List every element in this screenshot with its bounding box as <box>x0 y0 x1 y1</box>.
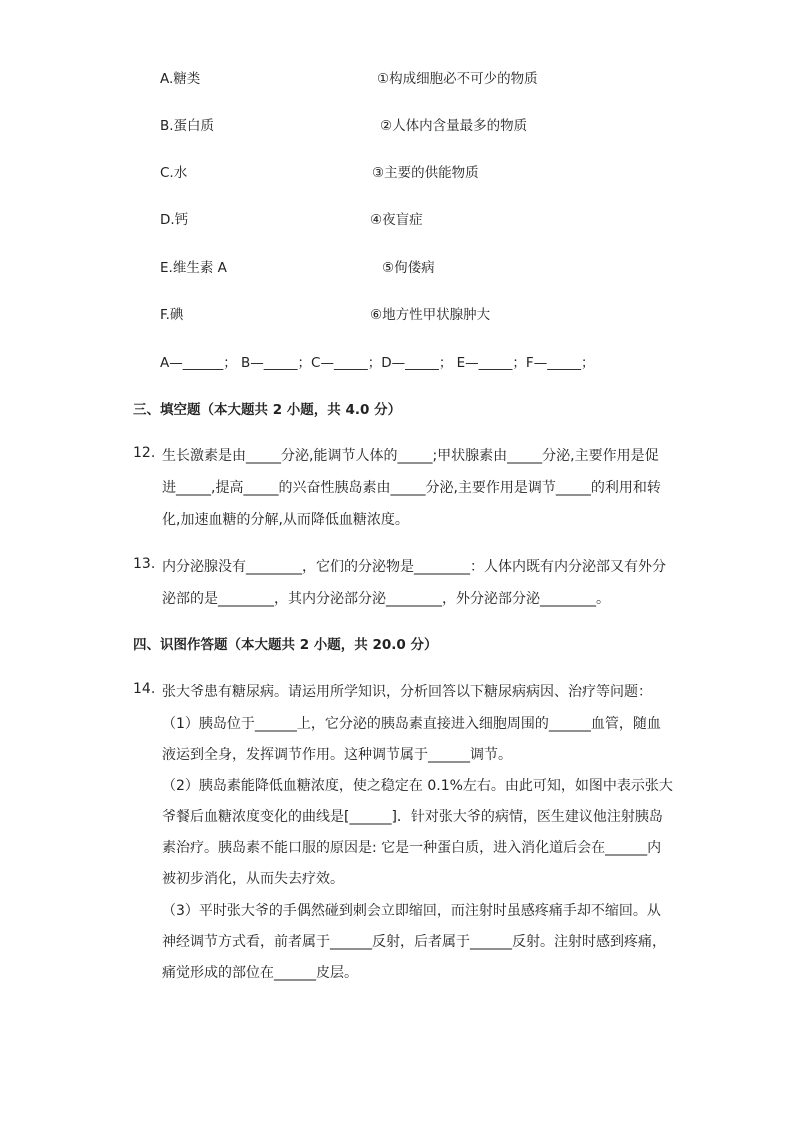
question-number: 14. <box>133 681 156 697</box>
match-right-4: ④夜盲症 <box>370 212 423 228</box>
question-line: 素治疗。胰岛素不能口服的原因是: 它是一种蛋白质，进入消化道后会在______内 <box>162 840 662 856</box>
match-left-b: B.蛋白质 <box>160 118 215 134</box>
question-line: 进_____,提高_____的兴奋性胰岛素由_____分泌,主要作用是调节_____的利用和转 <box>162 480 661 496</box>
question-line: 神经调节方式看，前者属于______反射，后者属于______反射。注射时感到疼痛， <box>162 934 666 950</box>
question-line: 泌部的是________，其内分泌部分泌________，外分泌部分泌________。 <box>162 591 610 607</box>
match-right-1: ①构成细胞必不可少的物质 <box>377 71 538 87</box>
match-left-c: C.水 <box>160 165 188 181</box>
question-line: 内分泌腺没有________，它们的分泌物是________：人体内既有内分泌部又有外分 <box>162 559 666 575</box>
question-line: 被初步消化，从而失去疗效。 <box>162 871 344 887</box>
question-line: （2）胰岛素能降低血糖浓度，使之稳定在 0.1%左右。由此可知，如图中表示张大 <box>162 778 673 794</box>
question-line: 张大爷患有糖尿病。请运用所学知识，分析回答以下糖尿病病因、治疗等问题： <box>162 684 652 700</box>
match-right-5: ⑤佝偻病 <box>382 260 435 276</box>
section-heading-fill-in: 三、填空题（本大题共 2 小题，共 4.0 分） <box>133 402 402 418</box>
match-left-d: D.钙 <box>160 212 189 228</box>
question-line: 痛觉形成的部位在______皮层。 <box>162 965 358 981</box>
question-line: 爷餐后血糖浓度变化的曲线是[______]．针对张大爷的病情，医生建议他注射胰岛 <box>162 809 663 825</box>
question-number: 12. <box>133 445 156 461</box>
question-line: （3）平时张大爷的手偶然碰到刺会立即缩回，而注射时虽感疼痛手却不缩回。从 <box>162 903 661 919</box>
section-heading-diagram: 四、识图作答题（本大题共 2 小题，共 20.0 分） <box>133 637 438 653</box>
question-number: 13. <box>133 556 156 572</box>
question-line: 化,加速血糖的分解,从而降低血糖浓度。 <box>162 512 409 528</box>
match-left-a: A.糖类 <box>160 71 201 87</box>
question-line: （1）胰岛位于______上，它分泌的胰岛素直接进入细胞周围的______血管，随血 <box>162 716 661 732</box>
match-right-2: ②人体内含量最多的物质 <box>380 118 528 134</box>
match-left-f: F.碘 <box>160 307 184 323</box>
match-right-6: ⑥地方性甲状腺肿大 <box>370 307 491 323</box>
match-answer-line: A—______； B—_____；C—_____；D—_____； E—_____；F—_____； <box>160 355 595 371</box>
question-line: 液运到全身，发挥调节作用。这种调节属于______调节。 <box>162 747 512 763</box>
question-line: 生长激素是由_____分泌,能调节人体的_____;甲状腺素由_____分泌,主要作用是促 <box>162 448 659 464</box>
match-right-3: ③主要的供能物质 <box>372 165 479 181</box>
match-left-e: E.维生素 A <box>160 260 227 276</box>
